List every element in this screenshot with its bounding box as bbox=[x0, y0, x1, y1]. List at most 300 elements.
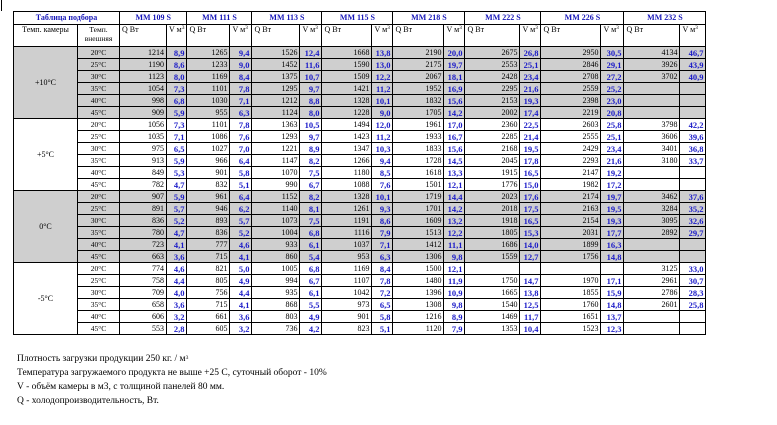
v-value-cell: 13,0 bbox=[372, 59, 393, 71]
q-value-cell: 1756 bbox=[541, 251, 601, 263]
q-value-cell: 2045 bbox=[465, 155, 520, 167]
q-value-cell bbox=[624, 251, 680, 263]
q-value-cell: 1261 bbox=[322, 203, 372, 215]
outside-temp-cell: 40°C bbox=[78, 311, 120, 323]
q-value-cell: 1005 bbox=[252, 263, 300, 275]
table-row bbox=[14, 263, 706, 275]
outside-temp-cell: 25°C bbox=[78, 59, 120, 71]
q-value-cell: 3462 bbox=[624, 191, 680, 203]
v-value-cell: 4,9 bbox=[300, 311, 322, 323]
outside-temp-cell: 25°C bbox=[78, 203, 120, 215]
q-value-cell: 2147 bbox=[541, 167, 601, 179]
v-value-cell: 36,8 bbox=[680, 143, 706, 155]
q-value-cell: 1396 bbox=[393, 287, 444, 299]
q-value-cell: 1363 bbox=[252, 119, 300, 131]
v-value-cell: 25,1 bbox=[601, 131, 624, 143]
q-value-cell bbox=[624, 239, 680, 251]
note-density-sup: 3 bbox=[185, 355, 189, 361]
q-value-cell: 836 bbox=[120, 215, 167, 227]
q-value-cell bbox=[624, 107, 680, 119]
q-value-cell: 1295 bbox=[252, 83, 300, 95]
q-value-cell: 1107 bbox=[322, 275, 372, 287]
v-value-cell: 19,7 bbox=[601, 191, 624, 203]
v-header bbox=[167, 25, 187, 47]
q-value-cell: 1030 bbox=[187, 95, 230, 107]
q-value-cell: 606 bbox=[120, 311, 167, 323]
outside-temp-cell: 40°C bbox=[78, 95, 120, 107]
v-value-cell: 5,7 bbox=[230, 215, 252, 227]
q-value-cell: 953 bbox=[322, 251, 372, 263]
v-value-cell: 25,8 bbox=[601, 119, 624, 131]
v-value-cell: 5,1 bbox=[230, 179, 252, 191]
q-value-cell: 2285 bbox=[465, 131, 520, 143]
v-value-cell: 6,7 bbox=[300, 179, 322, 191]
table-row bbox=[14, 299, 706, 311]
q-value-cell: 1101 bbox=[187, 119, 230, 131]
q-value-cell: 1501 bbox=[393, 179, 444, 191]
v-value-cell: 6,4 bbox=[230, 155, 252, 167]
v-value-cell: 7,6 bbox=[230, 131, 252, 143]
q-value-cell: 1088 bbox=[322, 179, 372, 191]
q-value-cell: 661 bbox=[187, 311, 230, 323]
q-value-cell: 1651 bbox=[541, 311, 601, 323]
q-header: Q Вт bbox=[541, 25, 601, 47]
outside-temp-cell: 40°C bbox=[78, 167, 120, 179]
v-value-cell: 25,1 bbox=[520, 59, 541, 71]
v-header bbox=[520, 25, 541, 47]
v-value-cell: 23,4 bbox=[520, 71, 541, 83]
q-value-cell: 1559 bbox=[465, 251, 520, 263]
table-row bbox=[14, 131, 706, 143]
v-value-cell: 12,1 bbox=[444, 179, 465, 191]
v-value-cell: 7,6 bbox=[372, 179, 393, 191]
v-value-cell: 5,2 bbox=[230, 227, 252, 239]
q-header: Q Вт bbox=[624, 25, 680, 47]
q-value-cell: 1668 bbox=[322, 47, 372, 59]
temperature-group bbox=[14, 191, 706, 263]
v-value-cell: 25,8 bbox=[680, 299, 706, 311]
v-value-cell: 7,2 bbox=[372, 287, 393, 299]
q-value-cell: 860 bbox=[252, 251, 300, 263]
v-value-cell: 13,7 bbox=[601, 311, 624, 323]
q-value-cell: 1228 bbox=[322, 107, 372, 119]
table-row bbox=[14, 191, 706, 203]
v-value-cell bbox=[680, 107, 706, 119]
q-value-cell: 803 bbox=[252, 311, 300, 323]
outside-temp-cell: 30°C bbox=[78, 71, 120, 83]
q-value-cell: 1855 bbox=[541, 287, 601, 299]
q-value-cell: 1037 bbox=[322, 239, 372, 251]
v-value-cell: 16,9 bbox=[444, 83, 465, 95]
v-value-cell: 8,9 bbox=[444, 311, 465, 323]
v-value-cell: 8,4 bbox=[230, 71, 252, 83]
v-value-cell: 12,2 bbox=[372, 71, 393, 83]
q-value-cell: 2031 bbox=[541, 227, 601, 239]
outside-temp-cell: 30°C bbox=[78, 215, 120, 227]
v-value-cell bbox=[680, 251, 706, 263]
q-value-cell: 2295 bbox=[465, 83, 520, 95]
v-value-cell: 37,6 bbox=[680, 191, 706, 203]
q-value-cell: 1480 bbox=[393, 275, 444, 287]
q-value-cell: 2601 bbox=[624, 299, 680, 311]
v-value-cell: 35,2 bbox=[680, 203, 706, 215]
v-value-cell: 29,1 bbox=[601, 59, 624, 71]
v-value-cell: 16,5 bbox=[520, 167, 541, 179]
v-value-cell: 14,5 bbox=[444, 155, 465, 167]
q-value-cell: 758 bbox=[120, 275, 167, 287]
v-value-cell bbox=[680, 179, 706, 191]
v-value-cell bbox=[680, 239, 706, 251]
q-value-cell: 715 bbox=[187, 299, 230, 311]
v-header bbox=[601, 25, 624, 47]
v-value-cell: 5,8 bbox=[230, 167, 252, 179]
v-value-cell: 32,6 bbox=[680, 215, 706, 227]
v-value-cell: 14,0 bbox=[520, 239, 541, 251]
q-value-cell: 1221 bbox=[252, 143, 300, 155]
q-value-cell: 1833 bbox=[393, 143, 444, 155]
v-value-cell: 8,0 bbox=[167, 71, 187, 83]
q-value-cell: 1233 bbox=[187, 59, 230, 71]
v-value-cell: 19,5 bbox=[520, 143, 541, 155]
q-value-cell: 2219 bbox=[541, 107, 601, 119]
v-value-cell: 29,7 bbox=[680, 227, 706, 239]
q-value-cell: 1214 bbox=[120, 47, 167, 59]
v-value-cell: 17,7 bbox=[601, 227, 624, 239]
q-value-cell: 913 bbox=[120, 155, 167, 167]
v-value-cell: 6,5 bbox=[372, 299, 393, 311]
v-value-cell: 7,3 bbox=[167, 83, 187, 95]
q-value-cell: 1308 bbox=[393, 299, 444, 311]
v-value-cell: 5,5 bbox=[300, 299, 322, 311]
model-header: MM 222 S bbox=[465, 12, 541, 25]
v-value-cell: 4,4 bbox=[167, 275, 187, 287]
note-volume: V - объём камеры в м3, с толщиной панелей 80 мм. bbox=[17, 382, 225, 392]
q-value-cell: 2002 bbox=[465, 107, 520, 119]
table-row bbox=[14, 227, 706, 239]
v-value-cell: 5,9 bbox=[167, 107, 187, 119]
q-value-cell: 605 bbox=[187, 323, 230, 335]
v-header-sup: 3 bbox=[387, 25, 390, 31]
v-value-cell: 8,2 bbox=[300, 155, 322, 167]
v-value-cell: 17,1 bbox=[601, 275, 624, 287]
v-header bbox=[372, 25, 393, 47]
v-value-cell: 3,6 bbox=[167, 251, 187, 263]
v-value-cell: 42,2 bbox=[680, 119, 706, 131]
q-value-cell: 2174 bbox=[541, 191, 601, 203]
v-value-cell: 4,9 bbox=[230, 275, 252, 287]
q-value-cell: 2892 bbox=[624, 227, 680, 239]
outside-temp-cell: 30°C bbox=[78, 287, 120, 299]
v-value-cell: 4,0 bbox=[167, 287, 187, 299]
v-value-cell: 6,7 bbox=[300, 275, 322, 287]
q-value-cell: 4134 bbox=[624, 47, 680, 59]
q-value-cell: 1469 bbox=[465, 311, 520, 323]
outside-temp-header: Темп. внешняя bbox=[78, 25, 120, 47]
v-value-cell: 46,7 bbox=[680, 47, 706, 59]
v-value-cell: 7,3 bbox=[167, 119, 187, 131]
model-header: MM 226 S bbox=[541, 12, 624, 25]
q-value-cell: 1970 bbox=[541, 275, 601, 287]
v-value-cell: 16,5 bbox=[520, 215, 541, 227]
q-value-cell: 2067 bbox=[393, 71, 444, 83]
v-value-cell: 7,8 bbox=[230, 83, 252, 95]
q-value-cell bbox=[624, 95, 680, 107]
q-value-cell: 2961 bbox=[624, 275, 680, 287]
v-value-cell: 10,3 bbox=[372, 143, 393, 155]
q-value-cell: 3284 bbox=[624, 203, 680, 215]
v-header-text: V м bbox=[522, 25, 536, 34]
v-value-cell: 27,2 bbox=[601, 71, 624, 83]
q-value-cell: 2675 bbox=[465, 47, 520, 59]
v-value-cell: 21,4 bbox=[520, 131, 541, 143]
q-value-cell: 2175 bbox=[393, 59, 444, 71]
v-value-cell: 10,1 bbox=[372, 191, 393, 203]
q-value-cell: 891 bbox=[120, 203, 167, 215]
table-row bbox=[14, 179, 706, 191]
q-value-cell: 3095 bbox=[624, 215, 680, 227]
v-value-cell: 6,1 bbox=[300, 239, 322, 251]
v-value-cell: 19,2 bbox=[601, 167, 624, 179]
v-value-cell: 14,2 bbox=[444, 107, 465, 119]
outside-temp-cell: 45°C bbox=[78, 323, 120, 335]
model-header: MM 109 S bbox=[120, 12, 187, 25]
v-header bbox=[230, 25, 252, 47]
v-value-cell bbox=[601, 263, 624, 275]
v-value-cell: 12,4 bbox=[300, 47, 322, 59]
v-value-cell: 11,1 bbox=[444, 239, 465, 251]
q-value-cell: 1328 bbox=[322, 95, 372, 107]
temperature-group bbox=[14, 263, 706, 335]
v-value-cell: 9,7 bbox=[300, 83, 322, 95]
v-value-cell: 9,4 bbox=[372, 155, 393, 167]
q-value-cell: 1086 bbox=[187, 131, 230, 143]
v-value-cell: 5,3 bbox=[167, 167, 187, 179]
v-value-cell: 8,8 bbox=[300, 95, 322, 107]
q-value-cell: 1265 bbox=[187, 47, 230, 59]
v-value-cell: 15,6 bbox=[444, 143, 465, 155]
q-value-cell: 777 bbox=[187, 239, 230, 251]
q-value-cell: 3926 bbox=[624, 59, 680, 71]
outside-temp-cell: 45°C bbox=[78, 107, 120, 119]
table-row bbox=[14, 71, 706, 83]
v-value-cell: 4,7 bbox=[167, 179, 187, 191]
q-header: Q Вт bbox=[187, 25, 230, 47]
table-row bbox=[14, 323, 706, 335]
v-header bbox=[680, 25, 706, 47]
v-value-cell: 19,5 bbox=[601, 203, 624, 215]
q-value-cell: 832 bbox=[187, 179, 230, 191]
v-value-cell: 19,3 bbox=[601, 215, 624, 227]
q-value-cell: 935 bbox=[252, 287, 300, 299]
q-value-cell: 1353 bbox=[465, 323, 520, 335]
q-value-cell: 3606 bbox=[624, 131, 680, 143]
q-value-cell: 946 bbox=[187, 203, 230, 215]
q-value-cell: 1805 bbox=[465, 227, 520, 239]
v-value-cell: 4,1 bbox=[167, 239, 187, 251]
q-value-cell bbox=[624, 167, 680, 179]
q-value-cell: 821 bbox=[187, 263, 230, 275]
outside-temp-cell: 30°C bbox=[78, 143, 120, 155]
q-value-cell: 736 bbox=[252, 323, 300, 335]
v-value-cell: 9,7 bbox=[300, 131, 322, 143]
q-value-cell: 2555 bbox=[541, 131, 601, 143]
v-value-cell: 40,9 bbox=[680, 71, 706, 83]
v-value-cell: 12,7 bbox=[520, 251, 541, 263]
q-value-cell: 1180 bbox=[322, 167, 372, 179]
q-value-cell: 3798 bbox=[624, 119, 680, 131]
q-value-cell: 1705 bbox=[393, 107, 444, 119]
v-value-cell: 13,2 bbox=[444, 215, 465, 227]
q-value-cell: 1918 bbox=[465, 215, 520, 227]
q-value-cell: 1140 bbox=[252, 203, 300, 215]
v-value-cell: 12,1 bbox=[444, 263, 465, 275]
q-value-cell: 805 bbox=[187, 275, 230, 287]
q-value-cell: 1004 bbox=[252, 227, 300, 239]
note-q: Q - холодопроизводительность, Вт. bbox=[17, 396, 159, 406]
q-value-cell: 998 bbox=[120, 95, 167, 107]
outside-temp-cell: 25°C bbox=[78, 131, 120, 143]
q-value-cell bbox=[541, 263, 601, 275]
q-value-cell: 1123 bbox=[120, 71, 167, 83]
q-value-cell: 3702 bbox=[624, 71, 680, 83]
v-value-cell: 17,0 bbox=[444, 119, 465, 131]
v-value-cell: 10,5 bbox=[300, 119, 322, 131]
v-value-cell: 2,8 bbox=[167, 323, 187, 335]
v-value-cell: 10,7 bbox=[300, 71, 322, 83]
v-value-cell: 5,1 bbox=[372, 323, 393, 335]
v-value-cell: 9,8 bbox=[444, 299, 465, 311]
v-value-cell: 7,9 bbox=[444, 323, 465, 335]
v-value-cell: 16,3 bbox=[601, 239, 624, 251]
v-value-cell: 4,1 bbox=[230, 299, 252, 311]
q-value-cell: 782 bbox=[120, 179, 167, 191]
v-header-sup: 3 bbox=[535, 25, 538, 31]
v-value-cell: 3,2 bbox=[167, 311, 187, 323]
q-value-cell: 836 bbox=[187, 227, 230, 239]
v-value-cell: 26,8 bbox=[520, 47, 541, 59]
q-value-cell: 2023 bbox=[465, 191, 520, 203]
q-value-cell: 709 bbox=[120, 287, 167, 299]
q-value-cell: 2360 bbox=[465, 119, 520, 131]
v-value-cell: 11,6 bbox=[300, 59, 322, 71]
q-value-cell: 1728 bbox=[393, 155, 444, 167]
q-value-cell: 955 bbox=[187, 107, 230, 119]
v-value-cell: 8,2 bbox=[300, 191, 322, 203]
q-value-cell: 2190 bbox=[393, 47, 444, 59]
table-title: Таблица подбора bbox=[14, 12, 120, 25]
v-value-cell: 22,5 bbox=[520, 119, 541, 131]
v-value-cell: 8,9 bbox=[167, 47, 187, 59]
q-value-cell: 849 bbox=[120, 167, 167, 179]
q-value-cell: 1169 bbox=[187, 71, 230, 83]
v-value-cell: 19,3 bbox=[520, 95, 541, 107]
q-value-cell: 663 bbox=[120, 251, 167, 263]
q-header: Q Вт bbox=[252, 25, 300, 47]
q-value-cell: 2154 bbox=[541, 215, 601, 227]
v-value-cell: 43,9 bbox=[680, 59, 706, 71]
outside-temp-cell: 20°C bbox=[78, 263, 120, 275]
q-value-cell bbox=[624, 179, 680, 191]
v-value-cell: 15,6 bbox=[444, 95, 465, 107]
v-header-sup: 3 bbox=[245, 25, 248, 31]
q-value-cell: 1412 bbox=[393, 239, 444, 251]
q-value-cell: 2168 bbox=[465, 143, 520, 155]
q-header: Q Вт bbox=[465, 25, 520, 47]
temperature-group bbox=[14, 119, 706, 191]
v-value-cell: 6,3 bbox=[372, 251, 393, 263]
v-value-cell: 5,0 bbox=[230, 263, 252, 275]
v-header-text: V м bbox=[374, 25, 388, 34]
q-value-cell: 901 bbox=[187, 167, 230, 179]
q-value-cell: 1590 bbox=[322, 59, 372, 71]
q-header: Q Вт bbox=[120, 25, 167, 47]
v-value-cell: 14,2 bbox=[444, 203, 465, 215]
q-value-cell: 1101 bbox=[187, 83, 230, 95]
q-value-cell: 1760 bbox=[541, 299, 601, 311]
table-row bbox=[14, 59, 706, 71]
q-value-cell: 2428 bbox=[465, 71, 520, 83]
v-value-cell: 5,7 bbox=[167, 203, 187, 215]
v-value-cell: 14,8 bbox=[601, 251, 624, 263]
v-header-sup: 3 bbox=[616, 25, 619, 31]
q-value-cell: 1375 bbox=[252, 71, 300, 83]
q-value-cell: 2018 bbox=[465, 203, 520, 215]
v-value-cell: 4,4 bbox=[230, 287, 252, 299]
q-value-cell: 961 bbox=[187, 191, 230, 203]
q-value-cell: 2153 bbox=[465, 95, 520, 107]
v-value-cell: 6,2 bbox=[230, 203, 252, 215]
q-value-cell: 1347 bbox=[322, 143, 372, 155]
v-value-cell: 3,6 bbox=[230, 311, 252, 323]
selection-table bbox=[13, 11, 706, 335]
outside-temp-cell: 35°C bbox=[78, 299, 120, 311]
v-value-cell: 4,6 bbox=[230, 239, 252, 251]
model-header: MM 218 S bbox=[393, 12, 465, 25]
q-value-cell: 1073 bbox=[252, 215, 300, 227]
camera-temp-cell: -5°C bbox=[14, 263, 78, 335]
table-row bbox=[14, 167, 706, 179]
v-value-cell bbox=[680, 95, 706, 107]
q-value-cell: 1701 bbox=[393, 203, 444, 215]
q-value-cell: 553 bbox=[120, 323, 167, 335]
v-value-cell: 8,0 bbox=[300, 107, 322, 119]
q-value-cell: 2603 bbox=[541, 119, 601, 131]
v-value-cell: 11,9 bbox=[444, 275, 465, 287]
q-value-cell: 2429 bbox=[541, 143, 601, 155]
v-value-cell: 39,6 bbox=[680, 131, 706, 143]
q-value-cell: 2950 bbox=[541, 47, 601, 59]
v-value-cell: 7,1 bbox=[230, 95, 252, 107]
v-value-cell: 17,4 bbox=[520, 107, 541, 119]
v-value-cell: 12,2 bbox=[444, 227, 465, 239]
v-value-cell: 12,0 bbox=[372, 119, 393, 131]
v-header-sup: 3 bbox=[181, 25, 185, 31]
q-value-cell: 1540 bbox=[465, 299, 520, 311]
v-value-cell: 10,9 bbox=[444, 287, 465, 299]
page-border-line bbox=[1, 0, 2, 11]
model-header: MM 232 S bbox=[624, 12, 706, 25]
q-value-cell: 2559 bbox=[541, 83, 601, 95]
v-value-cell: 14,8 bbox=[601, 299, 624, 311]
outside-temp-cell: 35°C bbox=[78, 155, 120, 167]
v-value-cell: 17,5 bbox=[520, 203, 541, 215]
v-value-cell: 11,2 bbox=[372, 131, 393, 143]
q-value-cell: 1266 bbox=[322, 155, 372, 167]
v-header-sup: 3 bbox=[459, 25, 462, 31]
v-value-cell: 11,7 bbox=[520, 311, 541, 323]
v-header-text: V м bbox=[446, 25, 460, 34]
q-value-cell: 1124 bbox=[252, 107, 300, 119]
